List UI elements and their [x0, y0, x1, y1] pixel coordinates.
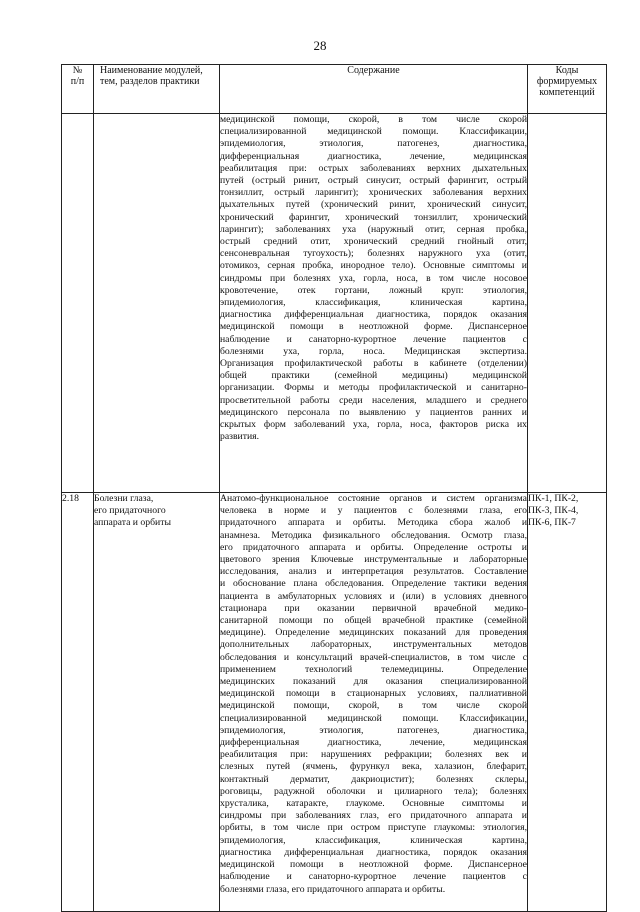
- content-line: болезнями уха, горла, носа. Медицинская экспертиза.: [220, 345, 527, 357]
- content-line: обследования и консультаций врачей-специалистов, в том числе с: [220, 651, 527, 663]
- content-line: наблюдение и санаторно-курортное лечение пациентов с: [220, 871, 527, 883]
- content-line: дифференциальная диагностика, лечение, медицинская: [220, 150, 527, 162]
- content-line: эпидемиология, этиология, патогенез, диагностика,: [220, 724, 527, 736]
- module-name-line: аппарата и орбиты: [94, 517, 171, 529]
- content-line: специализированной медицинской помощи. Классификации,: [220, 712, 527, 724]
- content-line: стационара при оказании первичной врачебной медико-: [220, 602, 527, 614]
- content-line: болезнями глаза, его придаточного аппарата и орбиты.: [220, 883, 446, 895]
- content-line: медицинских показаний для оказания специализированной: [220, 676, 527, 688]
- content-line: тонзиллит, острый ларингит); хронических заболевания верхних: [220, 187, 527, 199]
- competency-codes: [528, 114, 607, 493]
- table-row: [62, 114, 607, 493]
- content-line: Анатомо-функциональное состояние органов и систем организма: [220, 493, 527, 504]
- content-line: дифференциальная диагностика, лечение, медицинская: [220, 737, 527, 749]
- content-line: синдромы при заболеваниях глаз, его придаточного аппарата и: [220, 810, 527, 822]
- table-body: [62, 114, 607, 912]
- competency-code-line: ПК-3, ПК-4,: [528, 505, 579, 517]
- content-line: реабилитация при: нарушениях рефракции; болезнях век и: [220, 749, 527, 761]
- content-line: роговицы, радужной оболочки и цилиарного тела); болезнях: [220, 785, 527, 797]
- content-line: синдромы при болезнях уха, горла, носа, в том числе носовое: [220, 272, 527, 284]
- page-number: 28: [313, 38, 327, 53]
- competency-code-line: ПК-6, ПК-7: [528, 517, 576, 529]
- content-line: острый средний отит, хронический средний гнойный отит,: [220, 236, 527, 248]
- content-line: развития.: [220, 431, 260, 443]
- header-competency-codes: Коды формируемых компетенций: [528, 65, 607, 114]
- content-line: эпидемиология, классификация, клиническая картина,: [220, 834, 527, 846]
- content-line: слезных путей (ячмень, фурункул века, халазион, блефарит,: [220, 761, 527, 773]
- content-line: пациента в амбулаторных условиях и (или) в условиях дневного: [220, 590, 527, 602]
- content-line: человека в норме и у пациентов с болезнями глаза, его: [220, 505, 527, 517]
- content-line: наблюдение и санаторно-курортное лечение пациентов с: [220, 333, 527, 345]
- content-line: организации. Формы и методы профилактической и санитарно-: [220, 382, 527, 394]
- content-line: специализированной медицинской помощи. Классификации,: [220, 126, 527, 138]
- content-line: медицинской помощи в стационарных условиях, паллиативной: [220, 688, 527, 700]
- content-line: путей (острый ринит, острый синусит, острый фарингит, острый: [220, 175, 527, 187]
- content-line: Организация профилактической работы в кабинете (отделении): [220, 358, 527, 370]
- row-number: [62, 114, 94, 493]
- content-line: просветительной работы среди населения, младшего и среднего: [220, 394, 527, 406]
- module-name: [94, 114, 220, 493]
- module-name-line: его придаточного: [94, 505, 166, 517]
- content-line: медицинской помощи в неотложной форме. Диспансерное: [220, 859, 527, 871]
- content-line: эпидемиология, классификация, клиническая картина,: [220, 297, 527, 309]
- content-line: хронический фарингит, хронический тонзиллит, хронический: [220, 211, 527, 223]
- header-content: Содержание: [220, 65, 528, 114]
- content-line: придаточного аппарата и орбиты. Методика сбора жалоб и: [220, 517, 527, 529]
- content-line: цветового зрения Ключевые инструментальные и лабораторные: [220, 554, 527, 566]
- content-line: ларингит); заболеваниях уха (наружный отит, серная пробка,: [220, 223, 527, 235]
- content-line: исследования, анализ и интерпретация результатов. Составление: [220, 566, 527, 578]
- content-line: реабилитация при: острых заболеваниях верхних дыхательных: [220, 162, 527, 174]
- content-line: диагностика дифференциальная диагностика, порядок оказания: [220, 846, 527, 858]
- content-line: общей практики (семейной медицины) медицинской: [220, 370, 527, 382]
- content-line: санитарной помощи по общей врачебной практике (семейной: [220, 615, 527, 627]
- module-name-line: Болезни глаза,: [94, 493, 154, 504]
- content-line: медицинской помощи, скорой, в том числе скорой: [220, 700, 527, 712]
- content-line: отомикоз, серная пробка, инородное тело). Основные симптомы и: [220, 260, 527, 272]
- content-line: эпидемиология, этиология, патогенез, диагностика,: [220, 138, 527, 150]
- content-line: дополнительных лабораторных, инструментальных методов: [220, 639, 527, 651]
- content-line: скрытых форм заболеваний уха, горла, носа, факторов риска их: [220, 419, 527, 431]
- header-module-name: Наименование модулей, тем, разделов практики: [94, 65, 220, 114]
- content-line: медицинской помощи, скорой, в том числе скорой: [220, 114, 527, 125]
- content-line: медицине). Определение медицинских показаний для проведения: [220, 627, 527, 639]
- content-line: медицинского персонала по выявлению у пациентов ранних и: [220, 406, 527, 418]
- content-line: диагностика дифференциальная диагностика, порядок оказания: [220, 309, 527, 321]
- content-line: дыхательных путей (хронический ринит, хронический синусит,: [220, 199, 527, 211]
- practice-modules-table: [61, 64, 607, 912]
- content-line: анамнеза. Методика физикального обследования. Осмотр глаза,: [220, 529, 527, 541]
- content-line: кровотечение, отек гортани, ложный круп: этиология,: [220, 284, 527, 296]
- content-line: орбиты, в том числе при остром приступе глаукомы: этиология,: [220, 822, 527, 834]
- header-number: № п/п: [62, 65, 94, 114]
- content-line: его придаточного аппарата и орбиты. Определение остроты и: [220, 541, 527, 553]
- row-number: 2.18: [62, 493, 94, 912]
- content-line: применением технологий телемедицины. Определение: [220, 663, 527, 675]
- table-row: [62, 493, 607, 912]
- competency-codes: [528, 493, 607, 912]
- module-name: [94, 493, 220, 912]
- table-header: [62, 65, 607, 114]
- content-line: и обоснование плана обследования. Определение тактики ведения: [220, 578, 527, 590]
- content-line: контактный дерматит, дакриоцистит); болезнях склеры,: [220, 773, 527, 785]
- content-line: хрусталика, катаракте, глаукоме. Основные симптомы и: [220, 798, 527, 810]
- module-content: [220, 493, 528, 912]
- competency-code-line: ПК-1, ПК-2,: [528, 493, 579, 504]
- content-line: сенсоневральная тугоухость); болезнях наружного уха (отит,: [220, 248, 527, 260]
- content-line: медицинской помощи в неотложной форме. Диспансерное: [220, 321, 527, 333]
- module-content: [220, 114, 528, 493]
